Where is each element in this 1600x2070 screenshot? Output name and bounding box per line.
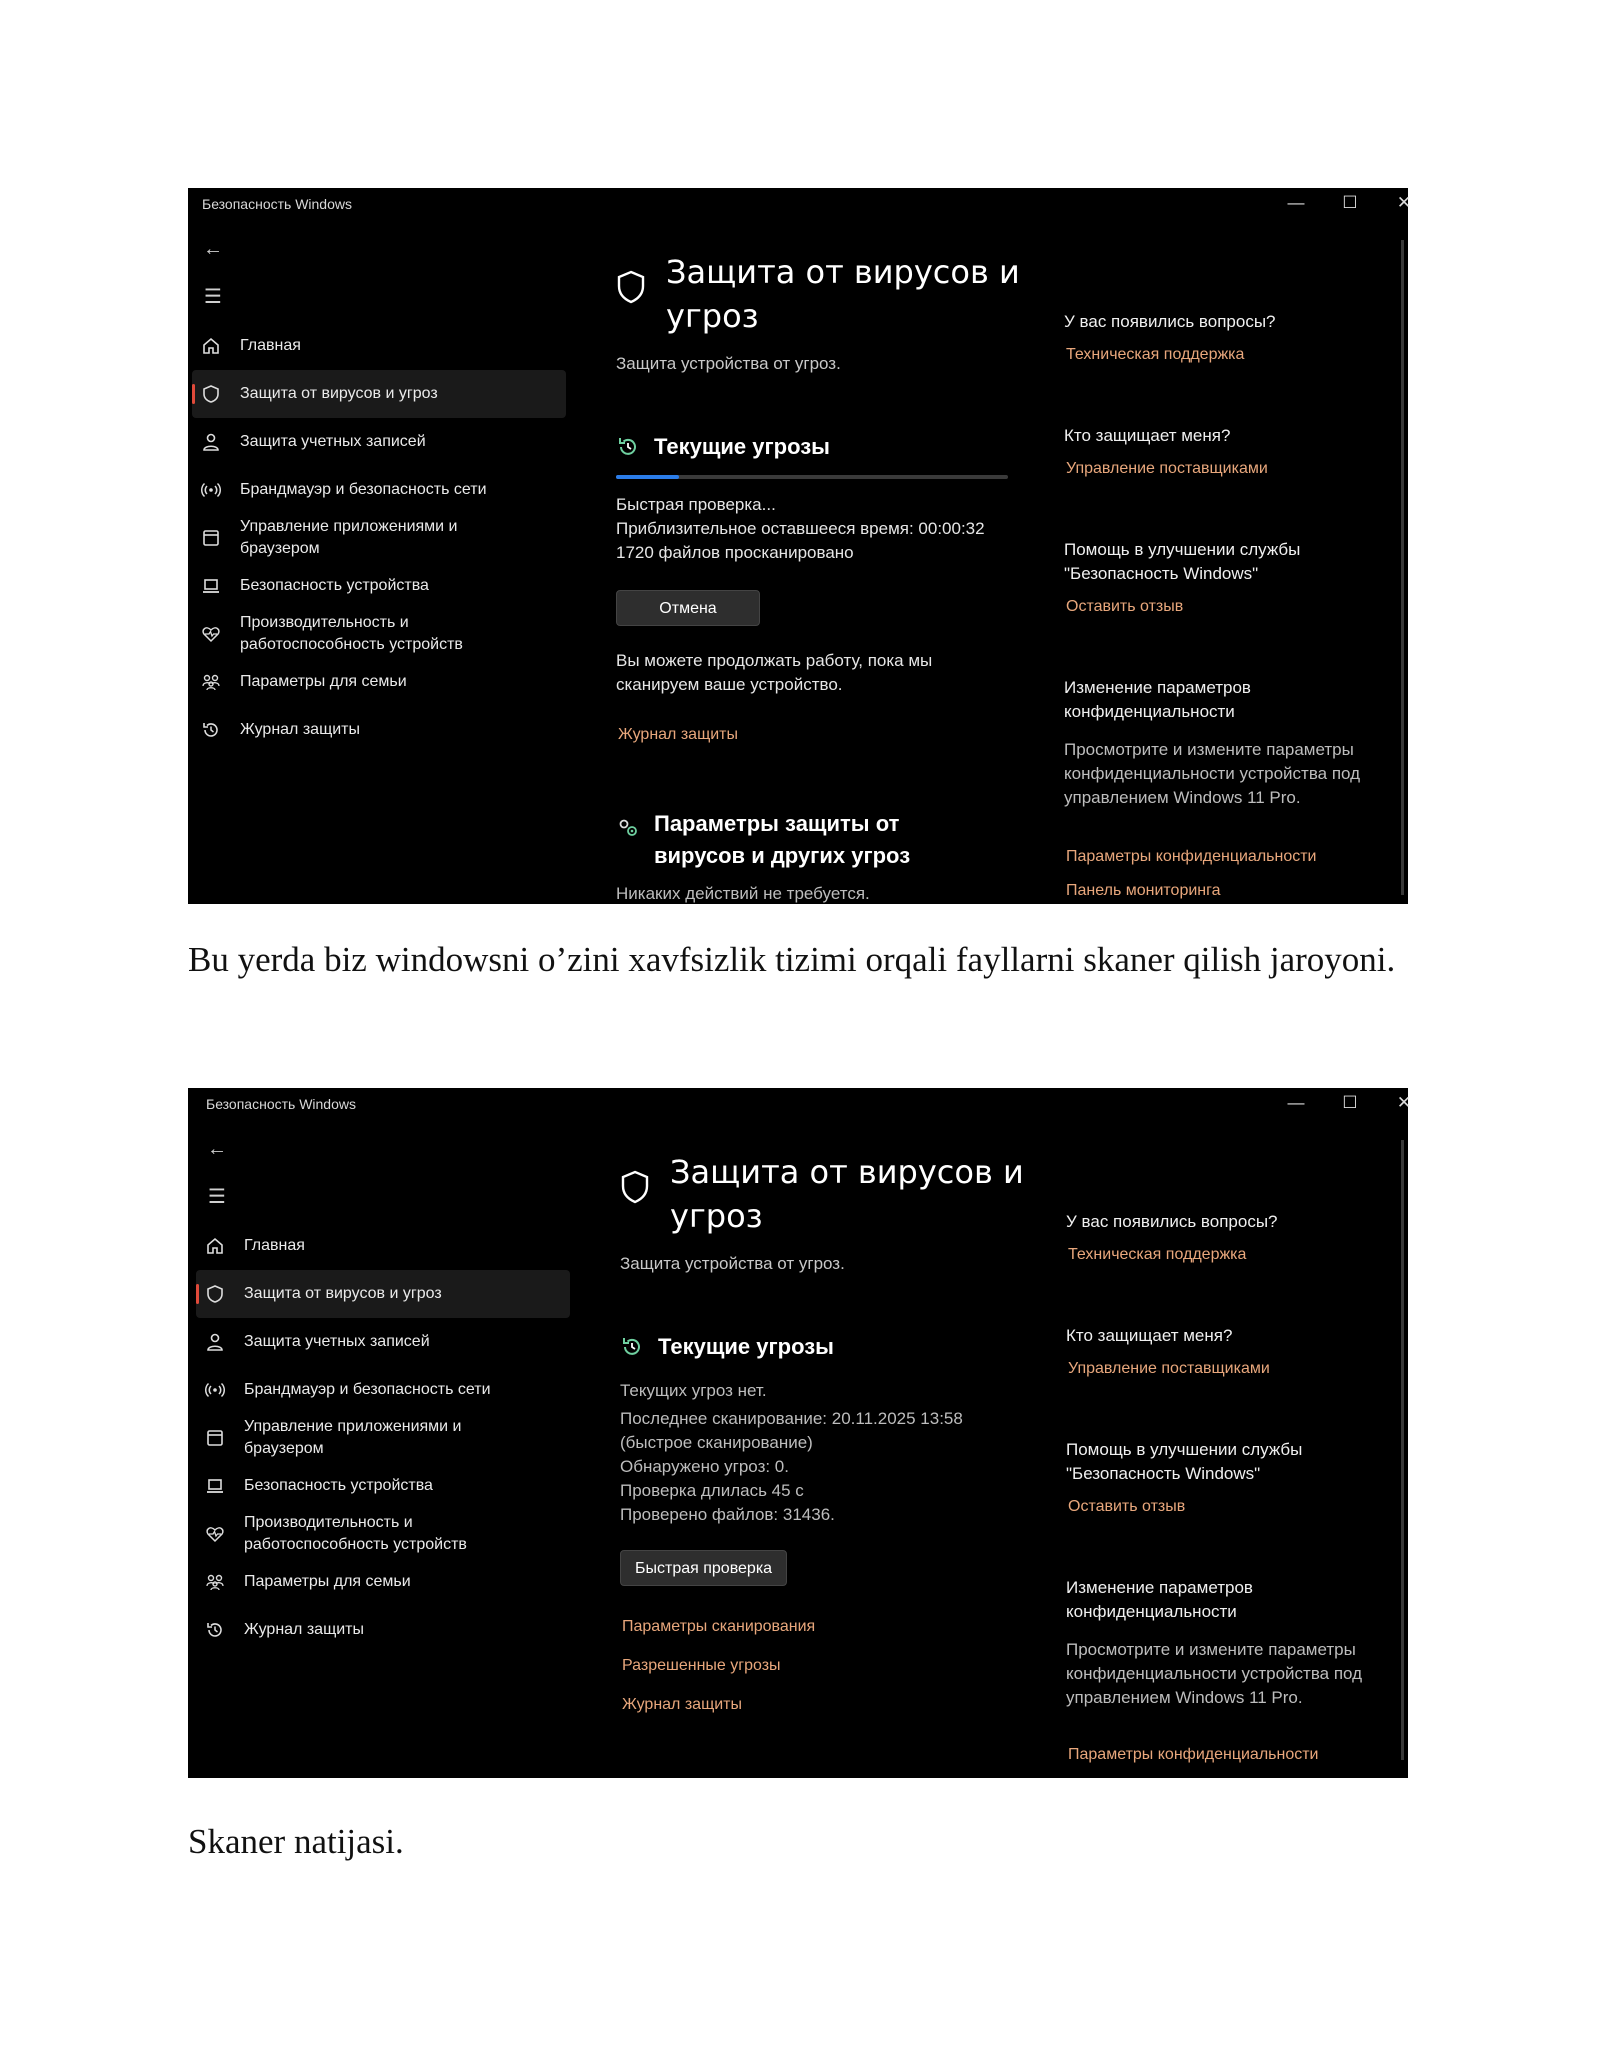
who-protects-heading: Кто защищает меня?	[1066, 1326, 1233, 1345]
sidebar-item-app-browser[interactable]	[188, 514, 566, 562]
privacy-heading: Изменение параметров конфиденциальности	[1064, 678, 1251, 721]
title-bar	[188, 1088, 1412, 1118]
privacy-settings-link[interactable]: Параметры конфиденциальности	[1066, 848, 1317, 865]
manage-providers-link[interactable]: Управление поставщиками	[1068, 1360, 1270, 1377]
app-title: Безопасность Windows	[206, 1096, 356, 1112]
sidebar-item-label: Управление приложениями и браузером	[240, 518, 458, 557]
sidebar-item-performance[interactable]	[188, 610, 566, 658]
section-title: Текущие угрозы	[654, 434, 830, 459]
sidebar-item-label: Защита учетных записей	[244, 1333, 430, 1350]
sidebar-item-firewall[interactable]	[188, 466, 566, 514]
sidebar-item-label: Защита учетных записей	[240, 433, 426, 450]
app-window-icon	[200, 527, 222, 549]
sidebar-item-device-security[interactable]	[192, 1462, 570, 1510]
person-icon	[204, 1331, 226, 1353]
scan-options-link[interactable]: Параметры сканирования	[622, 1618, 816, 1635]
sidebar-item-label: Безопасность устройства	[244, 1477, 433, 1494]
allowed-threats-link[interactable]: Разрешенные угрозы	[622, 1657, 781, 1674]
app-window-icon	[204, 1427, 226, 1449]
family-icon	[200, 671, 222, 693]
shield-icon	[200, 383, 222, 405]
current-threats-heading	[620, 1334, 834, 1360]
support-link[interactable]: Техническая поддержка	[1068, 1246, 1247, 1263]
manage-providers-link[interactable]: Управление поставщиками	[1066, 460, 1268, 477]
sidebar-item-history[interactable]	[188, 706, 566, 754]
scan-progress-fill	[616, 475, 679, 479]
support-link[interactable]: Техническая поддержка	[1066, 346, 1245, 363]
dashboard-link[interactable]: Панель мониторинга	[1066, 882, 1221, 899]
scan-duration: Проверка длилась 45 с	[620, 1481, 804, 1500]
sidebar-item-virus-protection[interactable]	[196, 1270, 570, 1318]
family-icon	[204, 1571, 226, 1593]
back-arrow-icon[interactable]: ←	[203, 238, 223, 260]
sidebar-item-home[interactable]	[188, 322, 566, 370]
privacy-heading: Изменение параметров конфиденциальности	[1066, 1578, 1253, 1621]
feedback-heading: Помощь в улучшении службы "Безопасность Windows"	[1066, 1440, 1303, 1483]
active-indicator	[196, 1284, 199, 1304]
security-window-results	[188, 1088, 1412, 1778]
privacy-text: Просмотрите и измените параметры конфиденциальности устройства под управлением Windows 11 Pro.	[1064, 740, 1361, 807]
no-threats-status: Текущих угроз нет.	[620, 1381, 767, 1400]
sidebar-item-label: Защита от вирусов и угроз	[244, 1285, 442, 1302]
sidebar-item-label: Брандмауэр и безопасность сети	[240, 481, 487, 498]
sidebar-item-label: Брандмауэр и безопасность сети	[244, 1381, 491, 1398]
privacy-settings-link[interactable]: Параметры конфиденциальности	[1068, 1746, 1319, 1763]
last-scan-type: (быстрое сканирование)	[620, 1433, 813, 1452]
minimize-button[interactable]: —	[1287, 193, 1305, 212]
sidebar-item-label: Журнал защиты	[244, 1621, 364, 1638]
sidebar-item-label: Производительность и работоспособность устройств	[240, 614, 463, 653]
shield-icon	[620, 1170, 650, 1209]
gear-shield-icon	[616, 816, 642, 840]
sidebar-item-label: Главная	[244, 1237, 305, 1254]
caption-result: Skaner natijasi.	[188, 1822, 404, 1861]
privacy-text: Просмотрите и измените параметры конфиденциальности устройства под управлением Windows 11 Pro.	[1066, 1640, 1363, 1707]
app-title: Безопасность Windows	[202, 196, 352, 212]
feedback-link[interactable]: Оставить отзыв	[1066, 598, 1184, 615]
scrollbar[interactable]	[1401, 1140, 1404, 1760]
home-icon	[204, 1235, 226, 1257]
page-title: Защита от вирусов и угроз	[670, 1153, 1024, 1235]
scan-files-count: 1720 файлов просканировано	[616, 543, 854, 562]
quick-scan-button[interactable]: Быстрая проверка	[620, 1550, 787, 1586]
laptop-icon	[200, 575, 222, 597]
protection-settings-heading	[616, 808, 944, 872]
back-arrow-icon[interactable]: ←	[207, 1138, 227, 1160]
close-button[interactable]: ✕	[1396, 1093, 1412, 1112]
caption-scanning: Bu yerda biz windowsni o’zini xavfsizlik tizimi orqali fayllarni skaner qilish jaroyoni.	[188, 940, 1396, 979]
heart-pulse-icon	[204, 1523, 226, 1545]
sidebar-item-label: Управление приложениями и браузером	[244, 1418, 462, 1457]
shield-icon	[616, 270, 646, 309]
section-title: Текущие угрозы	[658, 1334, 834, 1359]
sidebar-item-home[interactable]	[192, 1222, 570, 1270]
sidebar-item-label: Безопасность устройства	[240, 577, 429, 594]
hamburger-menu-icon[interactable]: ☰	[204, 286, 222, 308]
history-icon	[204, 1619, 226, 1641]
sidebar-item-label: Параметры для семьи	[240, 673, 407, 690]
who-protects-heading: Кто защищает меня?	[1064, 426, 1231, 445]
maximize-button[interactable]: ☐	[1342, 193, 1358, 212]
title-bar	[188, 188, 1412, 218]
protection-history-link[interactable]: Журнал защиты	[618, 726, 738, 743]
antenna-icon	[200, 479, 222, 501]
sidebar-item-device-security[interactable]	[188, 562, 566, 610]
active-indicator	[192, 384, 195, 404]
refresh-clock-icon	[620, 1335, 646, 1359]
sidebar-item-firewall[interactable]	[192, 1366, 570, 1414]
close-button[interactable]: ✕	[1396, 193, 1412, 212]
scan-progress-bar	[616, 475, 1008, 479]
cancel-button[interactable]: Отмена	[616, 590, 760, 626]
info-text: Вы можете продолжать работу, пока мы сканируем ваше устройство.	[616, 651, 933, 694]
scrollbar[interactable]	[1401, 240, 1404, 895]
hamburger-menu-icon[interactable]: ☰	[208, 1186, 226, 1208]
current-threats-heading	[616, 434, 830, 460]
sidebar-item-account-protection[interactable]	[188, 418, 566, 466]
sidebar-nav	[188, 322, 566, 754]
sidebar-item-performance[interactable]	[192, 1510, 570, 1558]
section-title: Параметры защиты от вирусов и других угроз	[654, 811, 911, 868]
scan-time-remaining: Приблизительное оставшееся время: 00:00:32	[616, 519, 985, 538]
history-icon	[200, 719, 222, 741]
page-subtitle: Защита устройства от угроз.	[616, 354, 841, 373]
protection-history-link[interactable]: Журнал защиты	[622, 1696, 742, 1713]
sidebar-item-app-browser[interactable]	[192, 1414, 570, 1462]
sidebar-item-label: Защита от вирусов и угроз	[240, 385, 438, 402]
refresh-clock-icon	[616, 435, 642, 459]
page-subtitle: Защита устройства от угроз.	[620, 1254, 845, 1273]
settings-status: Никаких действий не требуется.	[616, 884, 870, 903]
shield-icon	[204, 1283, 226, 1305]
antenna-icon	[204, 1379, 226, 1401]
threats-found: Обнаружено угроз: 0.	[620, 1457, 789, 1476]
page-title: Защита от вирусов и угроз	[666, 253, 1020, 335]
laptop-icon	[204, 1475, 226, 1497]
questions-heading: У вас появились вопросы?	[1064, 312, 1276, 331]
sidebar-item-account-protection[interactable]	[192, 1318, 570, 1366]
sidebar-item-family[interactable]	[192, 1558, 570, 1606]
sidebar-item-family[interactable]	[188, 658, 566, 706]
sidebar-item-label: Производительность и работоспособность устройств	[244, 1514, 467, 1553]
scan-status-line: Быстрая проверка...	[616, 495, 776, 514]
security-window-scanning	[188, 188, 1412, 904]
sidebar-item-label: Параметры для семьи	[244, 1573, 411, 1590]
maximize-button[interactable]: ☐	[1342, 1093, 1358, 1112]
feedback-link[interactable]: Оставить отзыв	[1068, 1498, 1186, 1515]
sidebar-item-label: Журнал защиты	[240, 721, 360, 738]
sidebar-item-virus-protection[interactable]	[192, 370, 566, 418]
feedback-heading: Помощь в улучшении службы "Безопасность Windows"	[1064, 540, 1301, 583]
home-icon	[200, 335, 222, 357]
last-scan-date: Последнее сканирование: 20.11.2025 13:58	[620, 1409, 963, 1428]
files-scanned: Проверено файлов: 31436.	[620, 1505, 835, 1524]
sidebar-nav	[192, 1222, 570, 1654]
heart-pulse-icon	[200, 623, 222, 645]
sidebar-item-history[interactable]	[192, 1606, 570, 1654]
sidebar-item-label: Главная	[240, 337, 301, 354]
minimize-button[interactable]: —	[1287, 1093, 1305, 1112]
person-icon	[200, 431, 222, 453]
questions-heading: У вас появились вопросы?	[1066, 1212, 1278, 1231]
